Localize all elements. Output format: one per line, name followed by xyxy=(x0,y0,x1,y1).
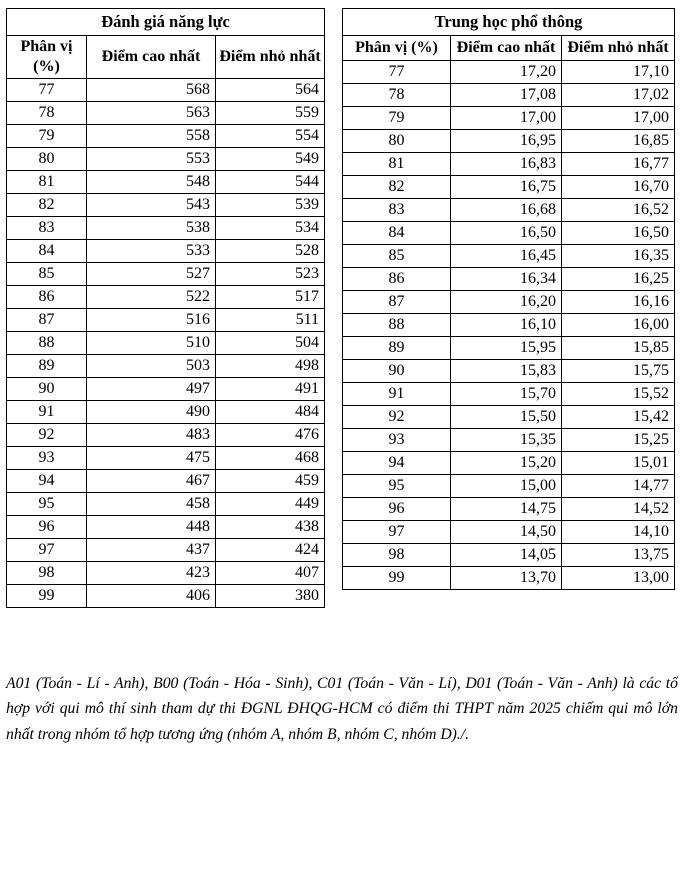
highest-score-cell: 448 xyxy=(87,516,216,539)
table-row xyxy=(7,562,325,585)
lowest-score-cell: 16,70 xyxy=(562,176,675,199)
highest-score-cell: 16,34 xyxy=(451,268,562,291)
lowest-score-cell: 14,52 xyxy=(562,498,675,521)
highest-score-cell: 14,75 xyxy=(451,498,562,521)
column-header-percentile: Phân vị (%) xyxy=(7,36,87,79)
percentile-cell: 91 xyxy=(7,401,87,424)
lowest-score-cell: 534 xyxy=(216,217,325,240)
highest-score-cell: 14,05 xyxy=(451,544,562,567)
lowest-score-cell: 491 xyxy=(216,378,325,401)
column-header-lowest: Điểm nhỏ nhất xyxy=(562,36,675,61)
percentile-cell: 99 xyxy=(343,567,451,590)
lowest-score-cell: 13,75 xyxy=(562,544,675,567)
lowest-score-cell: 15,01 xyxy=(562,452,675,475)
column-header-highest: Điểm cao nhất xyxy=(451,36,562,61)
lowest-score-cell: 544 xyxy=(216,171,325,194)
percentile-cell: 87 xyxy=(343,291,451,314)
percentile-cell: 90 xyxy=(343,360,451,383)
percentile-cell: 78 xyxy=(7,102,87,125)
percentile-cell: 80 xyxy=(343,130,451,153)
percentile-cell: 96 xyxy=(343,498,451,521)
table-row xyxy=(7,263,325,286)
table-row xyxy=(343,452,675,475)
percentile-cell: 78 xyxy=(343,84,451,107)
highest-score-cell: 538 xyxy=(87,217,216,240)
table-row xyxy=(343,383,675,406)
lowest-score-cell: 564 xyxy=(216,79,325,102)
lowest-score-cell: 14,10 xyxy=(562,521,675,544)
thpt-table xyxy=(342,8,675,590)
highest-score-cell: 15,95 xyxy=(451,337,562,360)
lowest-score-cell: 16,77 xyxy=(562,153,675,176)
percentile-cell: 98 xyxy=(343,544,451,567)
highest-score-cell: 16,68 xyxy=(451,199,562,222)
dgnl-table xyxy=(6,8,325,608)
highest-score-cell: 15,00 xyxy=(451,475,562,498)
highest-score-cell: 510 xyxy=(87,332,216,355)
percentile-cell: 96 xyxy=(7,516,87,539)
lowest-score-cell: 504 xyxy=(216,332,325,355)
lowest-score-cell: 559 xyxy=(216,102,325,125)
percentile-cell: 90 xyxy=(7,378,87,401)
table-row xyxy=(343,176,675,199)
percentile-cell: 89 xyxy=(343,337,451,360)
lowest-score-cell: 407 xyxy=(216,562,325,585)
table-row xyxy=(7,401,325,424)
highest-score-cell: 17,20 xyxy=(451,61,562,84)
table-row xyxy=(7,493,325,516)
lowest-score-cell: 17,02 xyxy=(562,84,675,107)
percentile-cell: 86 xyxy=(343,268,451,291)
lowest-score-cell: 549 xyxy=(216,148,325,171)
lowest-score-cell: 15,42 xyxy=(562,406,675,429)
thpt-table-body xyxy=(343,61,675,590)
table-row xyxy=(7,424,325,447)
table-row xyxy=(343,222,675,245)
highest-score-cell: 522 xyxy=(87,286,216,309)
lowest-score-cell: 17,10 xyxy=(562,61,675,84)
table-row xyxy=(343,130,675,153)
lowest-score-cell: 17,00 xyxy=(562,107,675,130)
table-row xyxy=(343,84,675,107)
highest-score-cell: 490 xyxy=(87,401,216,424)
percentile-cell: 88 xyxy=(7,332,87,355)
percentile-cell: 81 xyxy=(7,171,87,194)
highest-score-cell: 543 xyxy=(87,194,216,217)
percentile-cell: 84 xyxy=(343,222,451,245)
highest-score-cell: 15,83 xyxy=(451,360,562,383)
lowest-score-cell: 498 xyxy=(216,355,325,378)
lowest-score-cell: 15,75 xyxy=(562,360,675,383)
column-header-highest: Điểm cao nhất xyxy=(87,36,216,79)
highest-score-cell: 13,70 xyxy=(451,567,562,590)
percentile-cell: 85 xyxy=(343,245,451,268)
highest-score-cell: 15,20 xyxy=(451,452,562,475)
percentile-cell: 79 xyxy=(343,107,451,130)
table-row xyxy=(343,406,675,429)
highest-score-cell: 497 xyxy=(87,378,216,401)
highest-score-cell: 16,20 xyxy=(451,291,562,314)
percentile-cell: 91 xyxy=(343,383,451,406)
percentile-cell: 87 xyxy=(7,309,87,332)
table-row xyxy=(7,194,325,217)
percentile-cell: 80 xyxy=(7,148,87,171)
highest-score-cell: 553 xyxy=(87,148,216,171)
lowest-score-cell: 424 xyxy=(216,539,325,562)
highest-score-cell: 15,35 xyxy=(451,429,562,452)
lowest-score-cell: 523 xyxy=(216,263,325,286)
highest-score-cell: 558 xyxy=(87,125,216,148)
table-row xyxy=(7,378,325,401)
percentile-cell: 92 xyxy=(7,424,87,447)
percentile-cell: 81 xyxy=(343,153,451,176)
percentile-cell: 82 xyxy=(7,194,87,217)
lowest-score-cell: 511 xyxy=(216,309,325,332)
highest-score-cell: 437 xyxy=(87,539,216,562)
lowest-score-cell: 15,52 xyxy=(562,383,675,406)
highest-score-cell: 533 xyxy=(87,240,216,263)
lowest-score-cell: 16,85 xyxy=(562,130,675,153)
column-header-lowest: Điểm nhỏ nhất xyxy=(216,36,325,79)
lowest-score-cell: 15,85 xyxy=(562,337,675,360)
table-row xyxy=(343,245,675,268)
lowest-score-cell: 459 xyxy=(216,470,325,493)
lowest-score-cell: 468 xyxy=(216,447,325,470)
percentile-cell: 95 xyxy=(343,475,451,498)
dgnl-title: Đánh giá năng lực xyxy=(7,9,325,36)
lowest-score-cell: 16,35 xyxy=(562,245,675,268)
table-row xyxy=(343,360,675,383)
table-row xyxy=(7,516,325,539)
score-tables xyxy=(6,8,674,651)
thpt-title: Trung học phổ thông xyxy=(343,9,675,36)
percentile-cell: 88 xyxy=(343,314,451,337)
highest-score-cell: 16,95 xyxy=(451,130,562,153)
table-row xyxy=(7,309,325,332)
highest-score-cell: 16,10 xyxy=(451,314,562,337)
lowest-score-cell: 438 xyxy=(216,516,325,539)
percentile-cell: 98 xyxy=(7,562,87,585)
table-row xyxy=(343,199,675,222)
percentile-cell: 93 xyxy=(343,429,451,452)
highest-score-cell: 458 xyxy=(87,493,216,516)
table-row xyxy=(343,498,675,521)
percentile-cell: 94 xyxy=(7,470,87,493)
table-row xyxy=(7,470,325,493)
table-row xyxy=(343,268,675,291)
highest-score-cell: 475 xyxy=(87,447,216,470)
table-row xyxy=(343,544,675,567)
highest-score-cell: 527 xyxy=(87,263,216,286)
table-row xyxy=(7,447,325,470)
lowest-score-cell: 16,25 xyxy=(562,268,675,291)
highest-score-cell: 14,50 xyxy=(451,521,562,544)
lowest-score-cell: 16,50 xyxy=(562,222,675,245)
percentile-cell: 92 xyxy=(343,406,451,429)
lowest-score-cell: 517 xyxy=(216,286,325,309)
lowest-score-cell: 528 xyxy=(216,240,325,263)
table-row xyxy=(7,355,325,378)
percentile-cell: 95 xyxy=(7,493,87,516)
highest-score-cell: 17,08 xyxy=(451,84,562,107)
table-row xyxy=(7,217,325,240)
percentile-cell: 94 xyxy=(343,452,451,475)
highest-score-cell: 423 xyxy=(87,562,216,585)
percentile-cell: 83 xyxy=(343,199,451,222)
table-row xyxy=(7,148,325,171)
lowest-score-cell: 554 xyxy=(216,125,325,148)
percentile-cell: 84 xyxy=(7,240,87,263)
highest-score-cell: 548 xyxy=(87,171,216,194)
percentile-cell: 97 xyxy=(7,539,87,562)
table-row xyxy=(343,153,675,176)
table-row xyxy=(7,585,325,608)
table-row xyxy=(343,475,675,498)
lowest-score-cell: 13,00 xyxy=(562,567,675,590)
percentile-cell: 82 xyxy=(343,176,451,199)
table-row xyxy=(7,125,325,148)
table-row xyxy=(7,332,325,355)
table-row xyxy=(343,429,675,452)
highest-score-cell: 406 xyxy=(87,585,216,608)
percentile-cell: 85 xyxy=(7,263,87,286)
table-row xyxy=(343,521,675,544)
percentile-cell: 93 xyxy=(7,447,87,470)
percentile-cell: 77 xyxy=(343,61,451,84)
highest-score-cell: 16,83 xyxy=(451,153,562,176)
lowest-score-cell: 484 xyxy=(216,401,325,424)
lowest-score-cell: 16,52 xyxy=(562,199,675,222)
highest-score-cell: 467 xyxy=(87,470,216,493)
percentile-cell: 77 xyxy=(7,79,87,102)
lowest-score-cell: 539 xyxy=(216,194,325,217)
table-row xyxy=(343,337,675,360)
lowest-score-cell: 449 xyxy=(216,493,325,516)
percentile-cell: 83 xyxy=(7,217,87,240)
table-row xyxy=(343,567,675,590)
highest-score-cell: 503 xyxy=(87,355,216,378)
highest-score-cell: 16,75 xyxy=(451,176,562,199)
table-row xyxy=(7,171,325,194)
table-row xyxy=(343,291,675,314)
table-row xyxy=(7,240,325,263)
lowest-score-cell: 16,16 xyxy=(562,291,675,314)
percentile-cell: 86 xyxy=(7,286,87,309)
highest-score-cell: 15,50 xyxy=(451,406,562,429)
dgnl-table-body xyxy=(7,79,325,608)
table-row xyxy=(343,314,675,337)
table-row xyxy=(7,286,325,309)
table-row xyxy=(7,79,325,102)
highest-score-cell: 16,50 xyxy=(451,222,562,245)
highest-score-cell: 17,00 xyxy=(451,107,562,130)
highest-score-cell: 15,70 xyxy=(451,383,562,406)
lowest-score-cell: 16,00 xyxy=(562,314,675,337)
table-row xyxy=(343,107,675,130)
table-row xyxy=(7,539,325,562)
highest-score-cell: 563 xyxy=(87,102,216,125)
table-row xyxy=(343,61,675,84)
lowest-score-cell: 14,77 xyxy=(562,475,675,498)
footnote: A01 (Toán - Lí - Anh), B00 (Toán - Hóa - Sinh), C01 (Toán - Văn - Lí), D01 (Toán - Văn - Anh) là các tổ hợp với qui mô thí sinh tham dự thi ĐGNL ĐHQG-HCM có điểm thi THPT năm 2025 chiếm qui mô lớn nhất trong nhóm tổ hợp tương ứng (nhóm A, nhóm B, nhóm C, nhóm D)./. xyxy=(6,674,678,743)
percentile-cell: 99 xyxy=(7,585,87,608)
percentile-cell: 79 xyxy=(7,125,87,148)
column-header-percentile: Phân vị (%) xyxy=(343,36,451,61)
percentile-cell: 89 xyxy=(7,355,87,378)
lowest-score-cell: 15,25 xyxy=(562,429,675,452)
highest-score-cell: 16,45 xyxy=(451,245,562,268)
highest-score-cell: 483 xyxy=(87,424,216,447)
table-row xyxy=(7,102,325,125)
lowest-score-cell: 476 xyxy=(216,424,325,447)
highest-score-cell: 568 xyxy=(87,79,216,102)
highest-score-cell: 516 xyxy=(87,309,216,332)
percentile-cell: 97 xyxy=(343,521,451,544)
lowest-score-cell: 380 xyxy=(216,585,325,608)
